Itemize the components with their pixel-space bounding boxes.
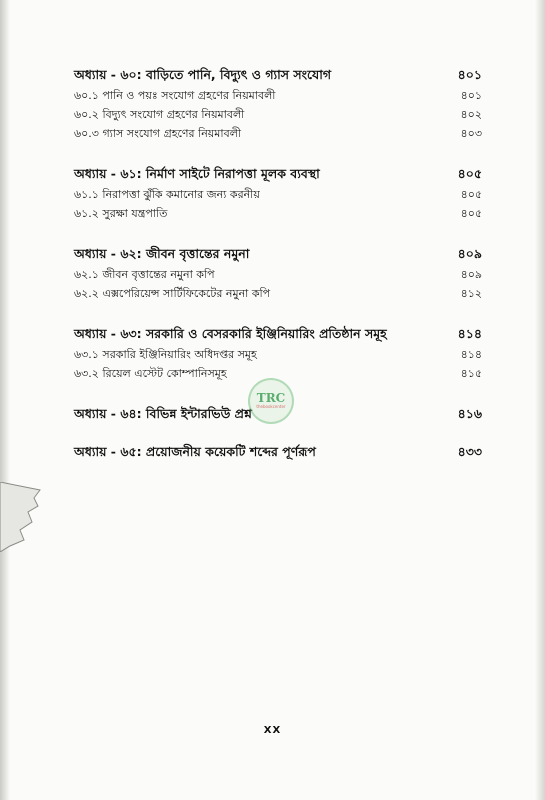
- chapter-page: ৪০৫: [457, 166, 482, 181]
- page-number: XX: [263, 725, 282, 736]
- item-title: ৬০.৩ গ্যাস সংযোগ গ্রহণের নিয়মাবলী: [74, 127, 242, 140]
- item-page: ৪১৫: [460, 367, 482, 380]
- item-title: ৬২.১ জীবন বৃত্তান্তের নমুনা কপি: [74, 268, 215, 281]
- watermark-stamp: [248, 378, 294, 424]
- item-title: ৬৩.২ রিয়েল এস্টেট কোম্পানিসমূহ: [74, 367, 227, 380]
- item-page: ৪১৪: [460, 348, 482, 361]
- item-page: ৪০৫: [460, 188, 482, 201]
- chapter-page: ৪১৪: [457, 326, 482, 341]
- toc-item: [74, 284, 482, 303]
- item-title: ৬০.১ পানি ও পয়ঃ সংযোগ গ্রহণের নিয়মাবলী: [74, 89, 276, 102]
- toc-item: [74, 345, 482, 364]
- item-page: ৪০২: [460, 108, 482, 121]
- chapter-title: অধ্যায় - ৬৩: সরকারি ও বেসরকারি ইঞ্জিনিয়ারিং প্রতিষ্ঠান সমূহ: [74, 326, 387, 341]
- chapter-page: ৪৩৩: [457, 444, 482, 459]
- toc-chapter-62: [74, 243, 482, 303]
- chapter-page: ৪০১: [457, 67, 482, 82]
- toc-item: [74, 265, 482, 284]
- toc-item: [74, 204, 482, 223]
- item-page: ৪০৯: [460, 268, 482, 281]
- stamp-sub-text: thebookcenter: [256, 404, 286, 409]
- torn-paper-mark: [0, 482, 44, 552]
- stamp-main-text: TRC: [256, 391, 286, 405]
- chapter-heading: [74, 64, 482, 86]
- chapter-title: অধ্যায় - ৬৫: প্রয়োজনীয় কয়েকটি শব্দের পূর্ণরূপ: [74, 444, 316, 459]
- chapter-page: ৪০৯: [457, 246, 482, 261]
- item-page: ৪১২: [460, 287, 482, 300]
- item-title: ৬২.২ এক্সপেরিয়েন্স সার্টিফিকেটের নমুনা কপি: [74, 287, 271, 300]
- toc-chapter-63: [74, 323, 482, 383]
- item-page: ৪০৩: [460, 127, 482, 140]
- toc-item: [74, 124, 482, 143]
- toc-item: [74, 185, 482, 204]
- toc-item: [74, 86, 482, 105]
- item-page: ৪০৫: [460, 207, 482, 220]
- chapter-title: অধ্যায় - ৬৪: বিভিন্ন ইন্টারভিউ প্রশ্ন: [74, 406, 252, 421]
- chapter-title: অধ্যায় - ৬০: বাড়িতে পানি, বিদ্যুৎ ও গ্যাস সংযোগ: [74, 67, 332, 82]
- chapter-title: অধ্যায় - ৬২: জীবন বৃত্তান্তের নমুনা: [74, 246, 250, 261]
- toc-item: [74, 105, 482, 124]
- chapter-page: ৪১৬: [457, 406, 482, 421]
- toc-chapter-65: [74, 441, 482, 463]
- chapter-heading: [74, 163, 482, 185]
- item-title: ৬১.১ নিরাপত্তা ঝুঁকি কমানোর জন্য করনীয়: [74, 188, 260, 201]
- item-title: ৬১.২ সুরক্ষা যন্ত্রপাতি: [74, 207, 168, 220]
- toc-chapter-61: [74, 163, 482, 223]
- chapter-heading: [74, 441, 482, 463]
- item-title: ৬৩.১ সরকারি ইঞ্জিনিয়ারিং অধিদপ্তর সমূহ: [74, 348, 257, 361]
- item-page: ৪০১: [460, 89, 482, 102]
- item-title: ৬০.২ বিদ্যুৎ সংযোগ গ্রহণের নিয়মাবলী: [74, 108, 245, 121]
- chapter-heading: [74, 323, 482, 345]
- chapter-heading: [74, 243, 482, 265]
- toc-chapter-60: [74, 64, 482, 143]
- chapter-title: অধ্যায় - ৬১: নির্মাণ সাইটে নিরাপত্তা মূলক ব্যবস্থা: [74, 166, 320, 181]
